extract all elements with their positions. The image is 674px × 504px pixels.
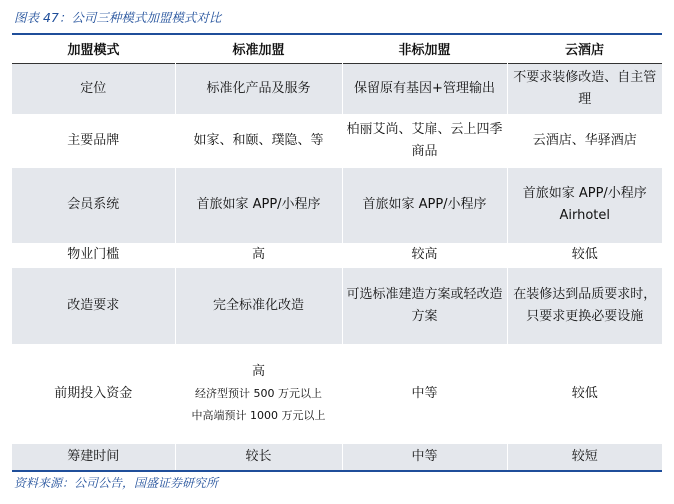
franchise-comparison-table <box>12 38 662 470</box>
row-label: 主要品牌 <box>12 114 175 168</box>
cell-standard: 标准化产品及服务 <box>175 64 342 114</box>
table-row <box>12 168 662 243</box>
cell-nonstandard: 柏丽艾尚、艾扉、云上四季商品 <box>342 114 507 168</box>
cell-nonstandard: 中等 <box>342 344 507 444</box>
figure-title: 图表 47：公司三种模式加盟模式对比 <box>14 10 222 25</box>
cell-standard: 较长 <box>175 444 342 470</box>
cell-cloud <box>507 168 662 243</box>
cell-cloud: 较低 <box>507 243 662 268</box>
table-row <box>12 243 662 268</box>
cell-standard <box>175 344 342 444</box>
cell-standard-main: 高 <box>251 363 265 379</box>
cell-standard: 如家、和颐、璞隐、等 <box>175 114 342 168</box>
row-label: 会员系统 <box>12 168 175 243</box>
cell-cloud: 云酒店、华驿酒店 <box>507 114 662 168</box>
cell-standard: 完全标准化改造 <box>175 268 342 344</box>
row-label: 改造要求 <box>12 268 175 344</box>
top-rule <box>12 33 662 35</box>
cell-cloud: 较低 <box>507 344 662 444</box>
cell-standard: 首旅如家 APP/小程序 <box>175 168 342 243</box>
row-label: 筹建时间 <box>12 444 175 470</box>
cell-nonstandard: 中等 <box>342 444 507 470</box>
table-row <box>12 444 662 470</box>
source-note: 资料来源：公司公告，国盛证券研究所 <box>14 476 219 490</box>
header-standard: 标准加盟 <box>175 38 342 64</box>
cell-cloud: 不要求装修改造、自主管理 <box>507 64 662 114</box>
cell-nonstandard: 保留原有基因+管理输出 <box>342 64 507 114</box>
cell-cloud: 在装修达到品质要求时，只要求更换必要设施 <box>507 268 662 344</box>
table-header-row <box>12 38 662 64</box>
header-nonstandard: 非标加盟 <box>342 38 507 64</box>
header-cloud: 云酒店 <box>507 38 662 64</box>
table-row <box>12 344 662 444</box>
cell-cloud-line1: 首旅如家 APP/小程序 <box>522 186 647 201</box>
table-row <box>12 64 662 114</box>
row-label: 物业门槛 <box>12 243 175 268</box>
cell-standard: 高 <box>175 243 342 268</box>
cell-nonstandard: 首旅如家 APP/小程序 <box>342 168 507 243</box>
row-label: 前期投入资金 <box>12 344 175 444</box>
cell-cloud: 较短 <box>507 444 662 470</box>
table-row <box>12 114 662 168</box>
cell-standard-note-midhigh: 中高端预计 1000 万元以上 <box>191 408 326 422</box>
cell-nonstandard: 较高 <box>342 243 507 268</box>
row-label: 定位 <box>12 64 175 114</box>
bottom-rule <box>12 470 662 472</box>
cell-standard-note-economy: 经济型预计 500 万元以上 <box>195 386 322 400</box>
header-mode: 加盟模式 <box>12 38 175 64</box>
cell-cloud-line2: Airhotel <box>559 208 611 223</box>
cell-nonstandard: 可选标准建造方案或轻改造方案 <box>342 268 507 344</box>
table-row <box>12 268 662 344</box>
